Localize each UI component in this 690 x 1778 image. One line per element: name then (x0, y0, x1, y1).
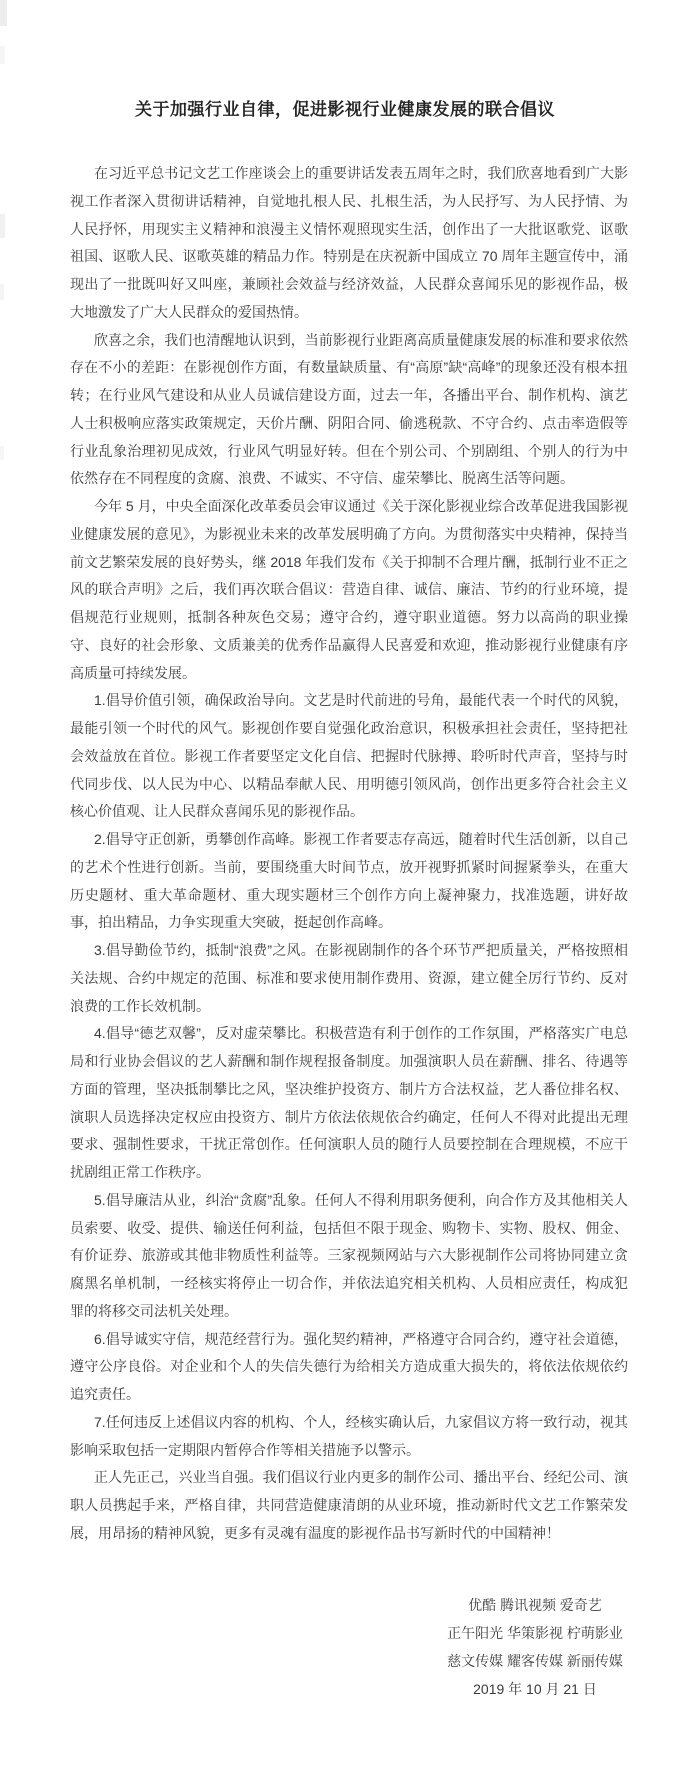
scan-edge-artifact (0, 214, 5, 238)
document-body (70, 160, 628, 1548)
scan-edge-artifact (0, 284, 4, 300)
proposal-item-7-enforcement: 7.任何违反上述倡议内容的机构、个人，经核实确认后，九家倡议方将一致行动，视其影响采取包括一定期限内暂停合作等相关措施予以警示。 (70, 1413, 628, 1458)
signature-line-video-platforms: 优酷 腾讯视频 爱奇艺 (468, 1597, 602, 1613)
scan-edge-artifact (0, 46, 5, 64)
proposal-item-5-integrity: 5.倡导廉洁从业，纠治“贪腐”乱象。任何人不得利用职务便利，向合作方及其他相关人员索要、收受、提供、输送任何利益，包括但不限于现金、购物卡、实物、股权、佣金、有价证券、旅游或其他非物质性利益等。三家视频网站与六大影视制作公司将协同建立贪腐黑名单机制，一经核实将停止一切合作，并依法追究相关机构、人员相应责任，构成犯罪的将移交司法机关处理。 (70, 1191, 628, 1319)
scan-edge-artifact (0, 446, 4, 460)
paragraph-closing: 正人先正己，兴业当自强。我们倡议行业内更多的制作公司、播出平台、经纪公司、演职人员携起手来，严格自律，共同营造健康清朗的从业环境，推动新时代文艺工作繁荣发展，用昂扬的精神风貌，更多有灵魂有温度的影视作品书写新时代的中国精神！ (70, 1469, 628, 1541)
proposal-item-1-values: 1.倡导价值引领，确保政治导向。文艺是时代前进的号角，最能代表一个时代的风貌，最能引领一个时代的风气。影视创作要自觉强化政治意识，积极承担社会责任，坚持把社会效益放在首位。影视工作者要坚定文化自信、把握时代脉搏、聆听时代声音，坚持与时代同步伐、以人民为中心、以精品奉献人民、用明德引领风尚，创作出更多符合社会主义核心价值观、让人民群众喜闻乐见的影视作品。 (70, 692, 628, 820)
proposal-item-2-innovation: 2.倡导守正创新，勇攀创作高峰。影视工作者要志存高远，随着时代生活创新，以自己的艺术个性进行创新。当前，要围绕重大时间节点，放开视野抓紧时间握紧拳头，在重大历史题材、重大革命题材、重大现实题材三个创作方向上凝神聚力，找准选题，讲好故事，拍出精品，力争实现重大突破，挺起创作高峰。 (70, 831, 628, 931)
proposal-item-6-honesty: 6.倡导诚实守信，规范经营行为。强化契约精神，严格遵守合同合约，遵守社会道德，遵守公序良俗。对企业和个人的失信失德行为给相关方造成重大损失的，将依法依规依约追究责任。 (70, 1330, 628, 1402)
paragraph-policy-background: 今年 5 月，中央全面深化改革委员会审议通过《关于深化影视业综合改革促进我国影视业健康发展的意见》，为影视业未来的改革发展明确了方向。为贯彻落实中央精神，保持当前文艺繁荣发展的良好势头，继 2018 年我们发布《关于抑制不合理片酬，抵制行业不正之风的联合声明》之后，我们再次联合倡议：营造自律、诚信、廉洁、节约的行业环境，提倡规范行业规则，抵制各种灰色交易；遵守合约，遵守职业道德。努力以高尚的职业操守、良好的社会形象、文质兼美的优秀作品赢得人民喜爱和欢迎，推动影视行业健康有序高质量可持续发展。 (70, 498, 628, 681)
scan-edge-artifact (0, 0, 7, 26)
signature-line-production-group-1: 正午阳光 华策影视 柠萌影业 (447, 1624, 623, 1641)
document-title: 关于加强行业自律，促进影视行业健康发展的联合倡议 (135, 100, 555, 119)
signature-block (419, 1592, 651, 1704)
proposal-item-3-thrift: 3.倡导勤俭节约，抵制“浪费”之风。在影视剧制作的各个环节严把质量关，严格按照相关法规、合约中规定的范围、标准和要求使用制作费用、资源，建立健全厉行节约、反对浪费的工作长效机制。 (70, 942, 628, 1014)
paragraph-intro-achievements: 在习近平总书记文艺工作座谈会上的重要讲话发表五周年之时，我们欣喜地看到广大影视工作者深入贯彻讲话精神，自觉地扎根人民、扎根生活，为人民抒写、为人民抒情、为人民抒怀，用现实主义精神和浪漫主义情怀观照现实生活，创作出了一大批讴歌党、讴歌祖国、讴歌人民、讴歌英雄的精品力作。特别是在庆祝新中国成立 70 周年主题宣传中，涌现出了一批既叫好又叫座，兼顾社会效益与经济效益，人民群众喜闻乐见的影视作品，极大地激发了广大人民群众的爱国热情。 (70, 165, 628, 320)
signature-date: 2019 年 10 月 21 日 (473, 1680, 597, 1697)
paragraph-problems: 欣喜之余，我们也清醒地认识到，当前影视行业距离高质量健康发展的标准和要求依然存在不小的差距：在影视创作方面，有数量缺质量、有“高原”缺“高峰”的现象还没有根本扭转；在行业风气建设和从业人员诚信建设方面，过去一年，各播出平台、制作机构、演艺人士积极响应落实政策规定，天价片酬、阴阳合同、偷逃税款、不守合约、点击率造假等行业乱象治理初见成效，行业风气明显好转。但在个别公司、个别剧组、个别人的行为中依然存在不同程度的贪腐、浪费、不诚实、不守信、虚荣攀比、脱离生活等问题。 (70, 331, 628, 487)
proposal-item-4-morality: 4.倡导“德艺双馨”，反对虚荣攀比。积极营造有利于创作的工作氛围，严格落实广电总局和行业协会倡议的艺人薪酬和制作规程报备制度。加强演职人员在薪酬、排名、待遇等方面的管理，坚决抵制攀比之风，坚决维护投资方、制片方合法权益，艺人番位排名权、演职人员选择决定权应由投资方、制片方依法依规依合约确定，任何人不得对此提出无理要求、强制性要求，干扰正常创作。任何演职人员的随行人员要控制在合理规模，不应干扰剧组正常工作秩序。 (70, 1025, 628, 1180)
signature-line-production-group-2: 慈文传媒 耀客传媒 新丽传媒 (447, 1652, 623, 1669)
